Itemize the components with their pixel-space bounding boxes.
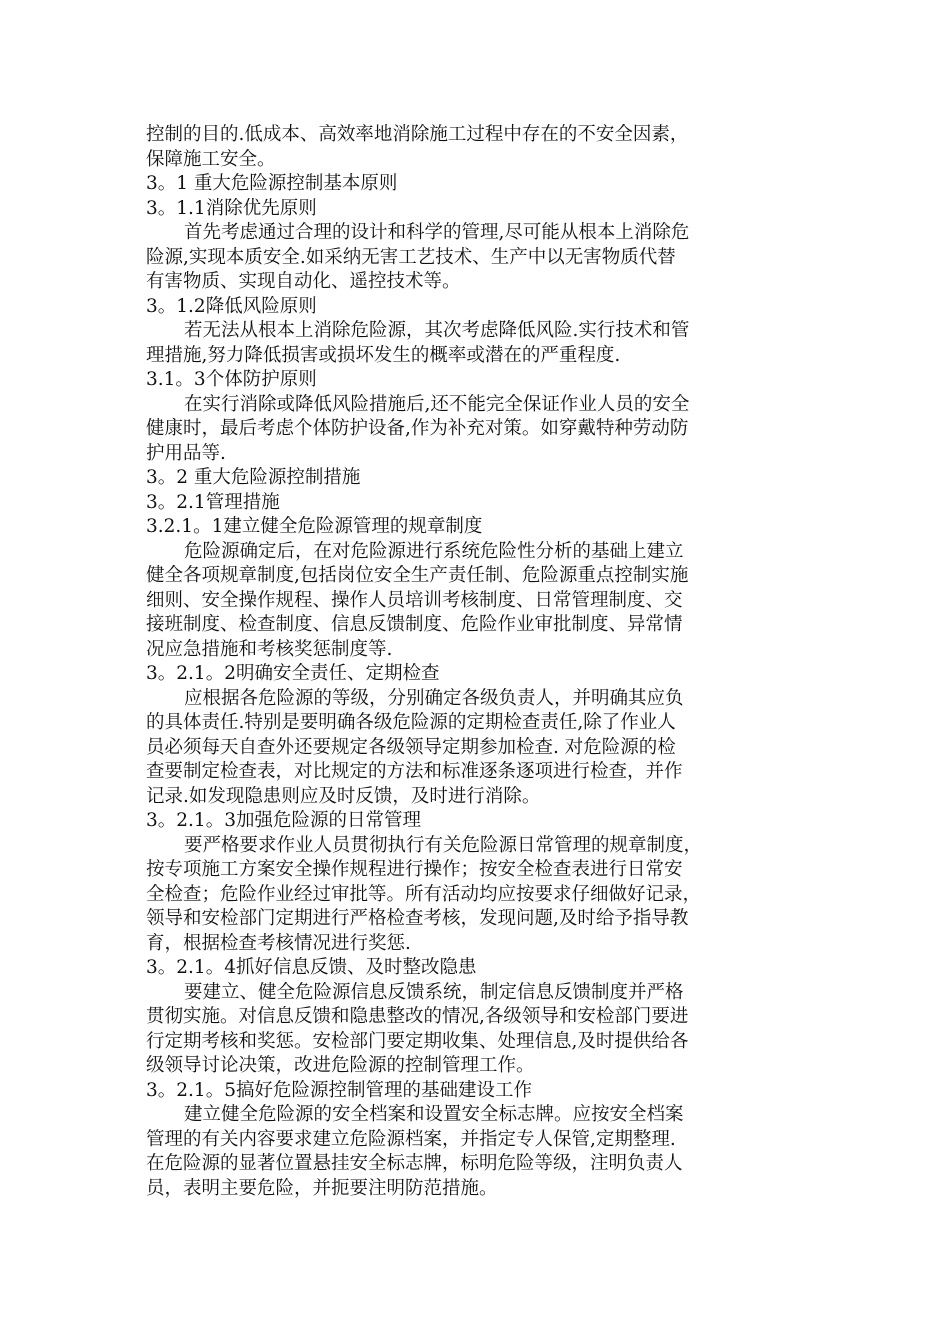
paragraph-line: 要建立、健全危险源信息反馈系统，制定信息反馈制度并严格 — [184, 981, 684, 1003]
paragraph-line: 保障施工安全。 — [146, 148, 276, 170]
paragraph — [146, 123, 818, 172]
section-heading: 3。1.2降低风险原则 — [146, 295, 317, 317]
paragraph-line: 的具体责任.特别是要明确各级危险源的定期检查责任,除了作业人 — [146, 712, 676, 733]
paragraph-line: 理措施,努力降低损害或损坏发生的概率或潜在的严重程度. — [146, 344, 621, 366]
section-heading: 3.2.1。1建立健全危险源管理的规章制度 — [146, 516, 483, 537]
paragraph-line: 按专项施工方案安全操作规程进行操作；按安全检查表进行日常安 — [146, 859, 683, 880]
paragraph — [146, 221, 818, 295]
paragraph-line: 育，根据检查考核情况进行奖惩. — [146, 932, 411, 954]
paragraph-line: 领导和安检部门定期进行严格检查考核，发现问题,及时给予指导教 — [146, 908, 689, 929]
paragraph — [146, 1103, 818, 1201]
paragraph-line: 接班制度、检查制度、信息反馈制度、危险作业审批制度、异常情 — [146, 614, 683, 635]
paragraph-line: 应根据各危险源的等级，分别确定各级负责人，并明确其应负 — [184, 687, 684, 709]
document-page — [146, 123, 818, 1201]
section-heading: 3。2.1。5搞好危险源控制管理的基础建设工作 — [146, 1079, 532, 1101]
paragraph-line: 要严格要求作业人员贯彻执行有关危险源日常管理的规章制度， — [184, 834, 703, 856]
paragraph-line: 护用品等. — [146, 442, 226, 464]
paragraph-line: 险源,实现本质安全.如采纳无害工艺技术、生产中以无害物质代替 — [146, 246, 676, 268]
section-heading: 3。2.1。4抓好信息反馈、及时整改隐患 — [146, 957, 477, 978]
section-heading: 3。2.1。2明确安全责任、定期检查 — [146, 663, 440, 684]
section-heading: 3。1.1消除优先原则 — [146, 197, 317, 219]
paragraph — [146, 687, 818, 810]
paragraph-line: 行定期考核和奖惩。安检部门要定期收集、处理信息,及时提供给各 — [146, 1030, 689, 1052]
paragraph-line: 管理的有关内容要求建立危险源档案，并指定专人保管,定期整理. — [146, 1128, 676, 1150]
paragraph-line: 在危险源的显著位置悬挂安全标志牌，标明危险等级，注明负责人 — [146, 1153, 683, 1174]
paragraph-line: 首先考虑通过合理的设计和科学的管理,尽可能从根本上消除危 — [184, 222, 690, 243]
paragraph — [146, 319, 818, 368]
paragraph-line: 若无法从根本上消除危险源，其次考虑降低风险.实行技术和管 — [184, 320, 690, 341]
paragraph — [146, 540, 818, 663]
paragraph-line: 全检查；危险作业经过审批等。所有活动均应按要求仔细做好记录， — [146, 883, 702, 905]
paragraph-line: 员必须每天自查外还要规定各级领导定期参加检查. 对危险源的检 — [146, 736, 676, 758]
section-heading: 3。2 重大危险源控制措施 — [146, 467, 361, 488]
section-heading: 3。2.1。3加强危险源的日常管理 — [146, 810, 421, 831]
paragraph-line: 查要制定检查表，对比规定的方法和标准逐条逐项进行检查，并作 — [146, 761, 683, 782]
paragraph-line: 贯彻实施。对信息反馈和隐患整改的情况,各级领导和安检部门要进 — [146, 1006, 689, 1027]
paragraph-line: 健全各项规章制度,包括岗位安全生产责任制、危险源重点控制实施 — [146, 565, 689, 586]
paragraph — [146, 393, 818, 467]
paragraph — [146, 834, 818, 957]
paragraph-line: 员，表明主要危险，并扼要注明防范措施。 — [146, 1177, 498, 1199]
section-heading: 3.1。3个体防护原则 — [146, 369, 317, 390]
paragraph — [146, 981, 818, 1079]
section-heading: 3。1 重大危险源控制基本原则 — [146, 173, 398, 194]
paragraph-line: 健康时，最后考虑个体防护设备,作为补充对策。如穿戴特种劳动防 — [146, 418, 689, 439]
paragraph-line: 级领导讨论决策，改进危险源的控制管理工作。 — [146, 1055, 535, 1076]
paragraph-line: 危险源确定后，在对危险源进行系统危险性分析的基础上建立 — [184, 540, 684, 562]
paragraph-line: 记录.如发现隐患则应及时反馈，及时进行消除。 — [146, 785, 541, 807]
paragraph-line: 控制的目的.低成本、高效率地消除施工过程中存在的不安全因素， — [146, 124, 689, 145]
paragraph-line: 况应急措施和考核奖惩制度等. — [146, 638, 393, 660]
section-heading: 3。2.1管理措施 — [146, 491, 280, 513]
paragraph-line: 细则、安全操作规程、操作人员培训考核制度、日常管理制度、交 — [146, 589, 683, 611]
paragraph-line: 建立健全危险源的安全档案和设置安全标志牌。应按安全档案 — [184, 1104, 684, 1125]
paragraph-line: 有害物质、实现自动化、遥控技术等。 — [146, 271, 461, 292]
paragraph-line: 在实行消除或降低风险措施后,还不能完全保证作业人员的安全 — [184, 393, 690, 415]
